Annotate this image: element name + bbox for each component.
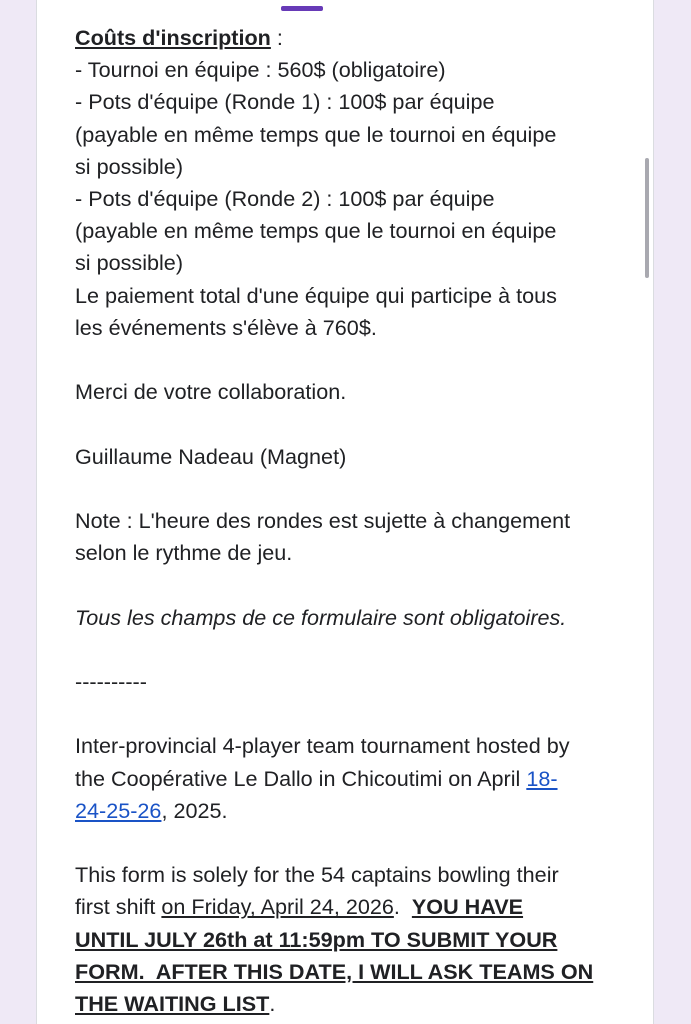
signature-text: Guillaume Nadeau (Magnet) <box>75 443 347 469</box>
form-info-line-4 <box>75 956 635 988</box>
form-info-line-3 <box>75 924 635 956</box>
dates-link[interactable]: 18- <box>526 765 558 791</box>
deadline-text-line-4: FORM. AFTER THIS DATE, I WILL ASK TEAMS ON <box>75 958 594 984</box>
form-info-line-2-pre: first shift <box>75 894 162 920</box>
form-info-line-1: This form is solely for the 54 captains bowling their <box>75 862 559 888</box>
form-info-line-2-mid: . <box>393 894 412 920</box>
fees-line-8: Le paiement total d'une équipe qui participe à tous <box>75 282 557 308</box>
thanks-text: Merci de votre collaboration. <box>75 379 347 405</box>
fees-line-4: si possible) <box>75 153 184 179</box>
spacer <box>75 698 635 730</box>
form-description <box>75 22 635 1020</box>
fees-heading-suffix: : <box>270 25 283 50</box>
fees-line-1: - Tournoi en équipe : 560$ (obligatoire) <box>75 57 446 83</box>
fees-line-9: les événements s'élève à 760$. <box>75 314 377 340</box>
first-shift-date: on Friday, April 24, 2026 <box>161 894 394 920</box>
english-line-1: Inter-provincial 4-player team tournament hosted by <box>75 733 570 759</box>
deadline-text-line-3: UNTIL JULY 26th at 11:59pm TO SUBMIT YOUR <box>75 926 558 952</box>
fees-heading: Coûts d'inscription <box>75 25 271 50</box>
fees-line-7: si possible) <box>75 250 184 276</box>
note-line-1: Note : L'heure des rondes est sujette à changement <box>75 508 571 533</box>
scrollbar-thumb[interactable] <box>645 158 649 278</box>
required-notice: Tous les champs de ce formulaire sont obligatoires. <box>75 604 567 630</box>
spacer <box>75 344 635 376</box>
spacer <box>75 473 635 505</box>
fees-line-5: - Pots d'équipe (Ronde 2) : 100$ par équipe <box>75 186 495 212</box>
form-info-line-5-post: . <box>269 990 276 1016</box>
deadline-text-start: YOU HAVE <box>411 894 524 920</box>
form-info-line-5 <box>75 988 635 1020</box>
separator: ---------- <box>75 668 147 694</box>
spacer <box>75 569 635 601</box>
fees-line-2: - Pots d'équipe (Ronde 1) : 100$ par équipe <box>75 89 495 115</box>
english-line-3 <box>75 795 635 827</box>
scrollbar[interactable] <box>647 0 653 1024</box>
english-line-2 <box>75 763 635 795</box>
fees-heading-line <box>75 22 635 54</box>
spacer <box>75 634 635 666</box>
accent-bar <box>281 6 323 11</box>
dates-link-continued[interactable]: 24-25-26 <box>75 797 162 823</box>
deadline-text-line-5: THE WAITING LIST <box>75 990 270 1016</box>
spacer <box>75 827 635 859</box>
note-line-2: selon le rythme de jeu. <box>75 540 293 566</box>
english-line-2-text: the Coopérative Le Dallo in Chicoutimi on April <box>75 765 527 791</box>
fees-line-3: (payable en même temps que le tournoi en équipe <box>75 121 557 147</box>
fees-line-6: (payable en même temps que le tournoi en équipe <box>75 218 557 244</box>
english-line-3-text: , 2025. <box>161 797 228 823</box>
form-info-line-2 <box>75 891 635 923</box>
spacer <box>75 408 635 440</box>
